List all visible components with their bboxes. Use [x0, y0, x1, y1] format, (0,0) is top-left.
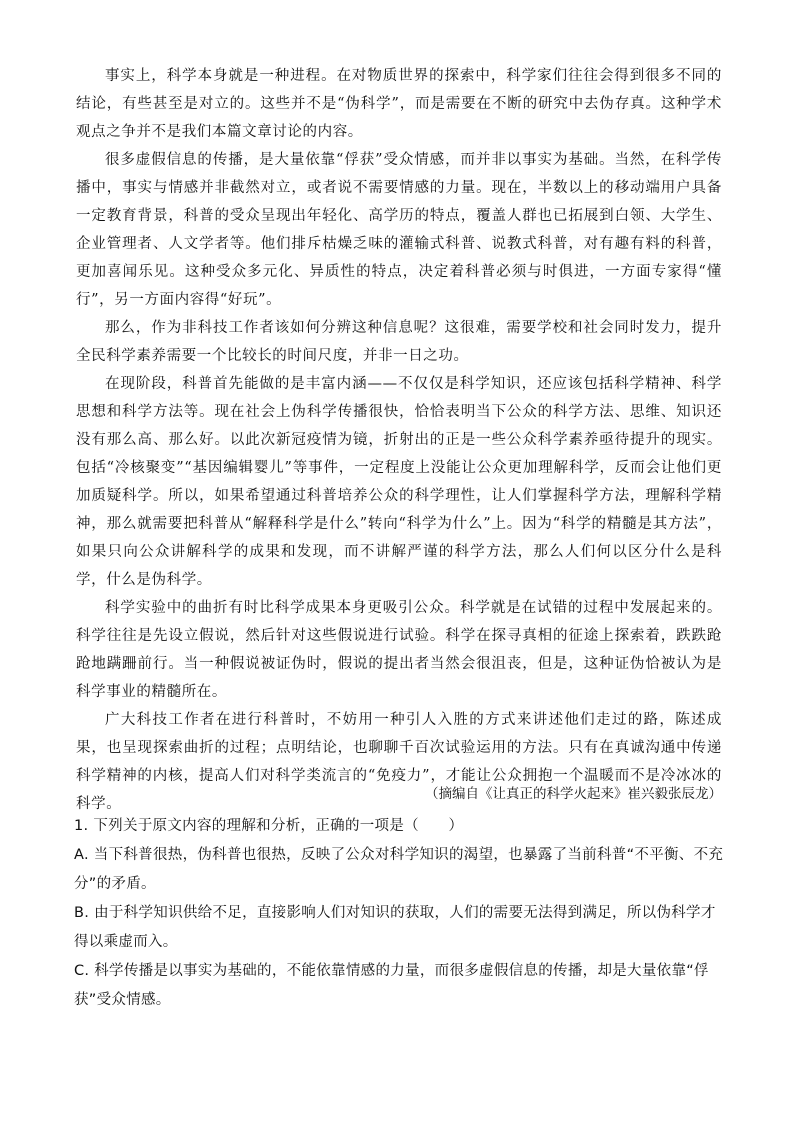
passage-paragraph-3: 那么，作为非科技工作者该如何分辨这种信息呢？这很难，需要学校和社会同时发力，提升全民科学素养需要一个比较长的时间尺度，并非一日之功。: [76, 320, 722, 364]
reading-passage: [76, 62, 722, 818]
passage-paragraph-4: 在现阶段，科普首先能做的是丰富内涵——不仅仅是科学知识，还应该包括科学精神、科学思想和科学方法等。现在社会上伪科学传播很快，恰恰表明当下公众的科学方法、思维、知识还没有那么高、那么好。以此次新冠疫情为镜，折射出的正是一些公众科学素养亟待提升的现实。包括“冷核聚变”“基因编辑婴儿”等事件，一定程度上没能让公众更加理解科学，反而会让他们更加质疑科学。所以，如果希望通过科普培养公众的科学理性，让人们掌握科学方法，理解科学精神，那么就需要把科普从“解释科学是什么”转向“科学为什么”上。因为“科学的精髓是其方法”，如果只向公众讲解科学的成果和发现，而不讲解严谨的科学方法，那么人们何以区分什么是科学，什么是伪科学。: [76, 376, 722, 588]
option-b: B. 由于科学知识供给不足，直接影响人们对知识的获取，人们的需要无法得到满足，所以伪科学才得以乘虚而入。: [74, 905, 716, 950]
source-attribution: （摘编自《让真正的科学火起来》崔兴毅张辰龙）: [425, 786, 722, 802]
option-a: A. 当下科普很热，伪科普也很热，反映了公众对科学知识的渴望，也暴露了当前科普“不平衡、不充分”的矛盾。: [74, 847, 724, 892]
option-c: C. 科学传播是以事实为基础的，不能依靠情感的力量，而很多虚假信息的传播，却是大量依靠“俘获”受众情感。: [74, 963, 709, 1008]
passage-paragraph-1: 事实上，科学本身就是一种进程。在对物质世界的探索中，科学家们往往会得到很多不同的结论，有些甚至是对立的。这些并不是“伪科学”，而是需要在不断的研究中去伪存真。这种学术观点之争并不是我们本篇文章讨论的内容。: [76, 68, 722, 140]
passage-paragraph-6: 广大科技工作者在进行科普时，不妨用一种引人入胜的方式来讲述他们走过的路，陈述成果，也呈现探索曲折的过程；点明结论，也聊聊千百次试验运用的方法。只有在真诚沟通中传递科学精神的内核，提高人们对科学类流言的“免疫力”，才能让公众拥抱一个温暖而不是冷冰冰的科学。: [76, 712, 722, 812]
question-section: [74, 812, 724, 1015]
question-1-stem: 1. 下列关于原文内容的理解和分析，正确的一项是（ ）: [74, 818, 464, 834]
passage-paragraph-2: 很多虚假信息的传播，是大量依靠“俘获”受众情感，而并非以事实为基础。当然，在科学传播中，事实与情感并非截然对立，或者说不需要情感的力量。现在，半数以上的移动端用户具备一定教育背景，科普的受众呈现出年轻化、高学历的特点，覆盖人群也已拓展到白领、大学生、企业管理者、人文学者等。他们排斥枯燥乏味的灌输式科普、说教式科普，对有趣有料的科普，更加喜闻乐见。这种受众多元化、异质性的特点，决定着科普必须与时俱进，一方面专家得“懂行”，另一方面内容得“好玩”。: [76, 152, 722, 308]
passage-paragraph-5: 科学实验中的曲折有时比科学成果本身更吸引公众。科学就是在试错的过程中发展起来的。科学往往是先设立假说，然后针对这些假说进行试验。科学在探寻真相的征途上探索着，跌跌跄跄地蹒跚前行。当一种假说被证伪时，假说的提出者当然会很沮丧，但是，这种证伪恰被认为是科学事业的精髓所在。: [76, 600, 722, 700]
